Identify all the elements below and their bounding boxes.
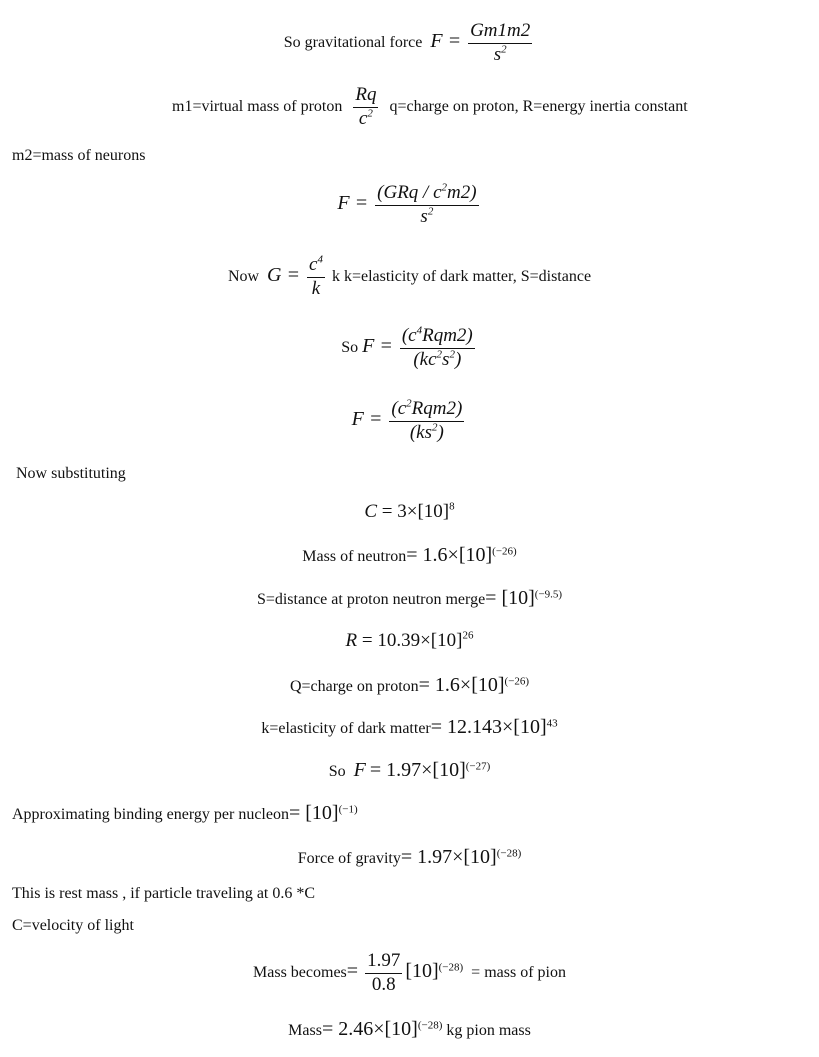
rest-mass-note: This is rest mass , if particle traveling at 0.6 *C bbox=[12, 885, 316, 902]
velocity-of-light-note: C=velocity of light bbox=[12, 917, 134, 934]
value-distance: S=distance at proton neutron merge= $[10]^{(-9.5)}$ bbox=[256, 587, 563, 609]
force-of-gravity: Force of gravity= $1.97\times[10]^{(-28)}$ bbox=[297, 846, 522, 868]
value-r: $R = 10.39\times[10]^{26}$ bbox=[345, 629, 474, 651]
value-k: k=elasticity of dark matter= $12.143\times[10]^{43}$ bbox=[261, 716, 558, 738]
value-q: Q=charge on proton= $1.6\times[10]^{(-26)}$ bbox=[289, 674, 530, 696]
heading-now-substituting: Now substituting bbox=[16, 465, 126, 482]
equation-g-definition: Now G = $\frac{c^4}{k}$ k k=elasticity of dark matter, S=distance bbox=[227, 253, 592, 299]
equation-force-substituted: F = $\frac{(GRq / c^2m2)}{s^2}$ bbox=[337, 181, 477, 227]
definition-m2: m2=mass of neurons bbox=[12, 147, 146, 164]
equation-mass-result: Mass= $2.46\times[10]^{(-28)}$ kg pion mass bbox=[288, 1018, 531, 1040]
fraction: $\frac{(c^2Rqm2)}{(ks^2)}$ bbox=[391, 397, 463, 443]
equation-force-expanded: So F = $\frac{(c^4Rqm2)}{(kc^2s^2)}$ bbox=[341, 324, 473, 370]
value-c: $C = 3\times[10]^8$ bbox=[364, 500, 455, 522]
binding-energy: Approximating binding energy per nucleon= $[10]^{(-1)}$ bbox=[12, 802, 358, 824]
definition-m1: m1=virtual mass of proton $\frac{Rq}{c^2}$ q=charge on proton, R=energy inertia constant bbox=[172, 84, 688, 129]
equation-gravitational-force: So gravitational force F = $\frac{Gm1m2}{s^2}$ bbox=[283, 20, 531, 65]
fraction: $\frac{(c^4Rqm2)}{(kc^2s^2)}$ bbox=[401, 324, 473, 370]
fraction: $\frac{Gm1m2}{s^2}$ bbox=[470, 20, 531, 65]
fraction: $\frac{(GRq / c^2m2)}{s^2}$ bbox=[377, 181, 477, 227]
fraction: $\frac{1.97}{0.8}$ bbox=[367, 950, 401, 995]
fraction: $\frac{c^4}{k}$ bbox=[309, 253, 323, 299]
result-force: So $F = 1.97\times[10]^{(-27)}$ bbox=[328, 759, 491, 781]
fraction: $\frac{Rq}{c^2}$ bbox=[355, 84, 377, 129]
equation-mass-becomes: Mass becomes= $\frac{1.97}{0.8}$ $[10]^{(-28)}$ = mass of pion bbox=[253, 950, 566, 995]
value-neutron-mass: Mass of neutron= $1.6\times[10]^{(-26)}$ bbox=[302, 544, 517, 566]
equation-force-simplified: F = $\frac{(c^2Rqm2)}{(ks^2)}$ bbox=[351, 397, 463, 443]
